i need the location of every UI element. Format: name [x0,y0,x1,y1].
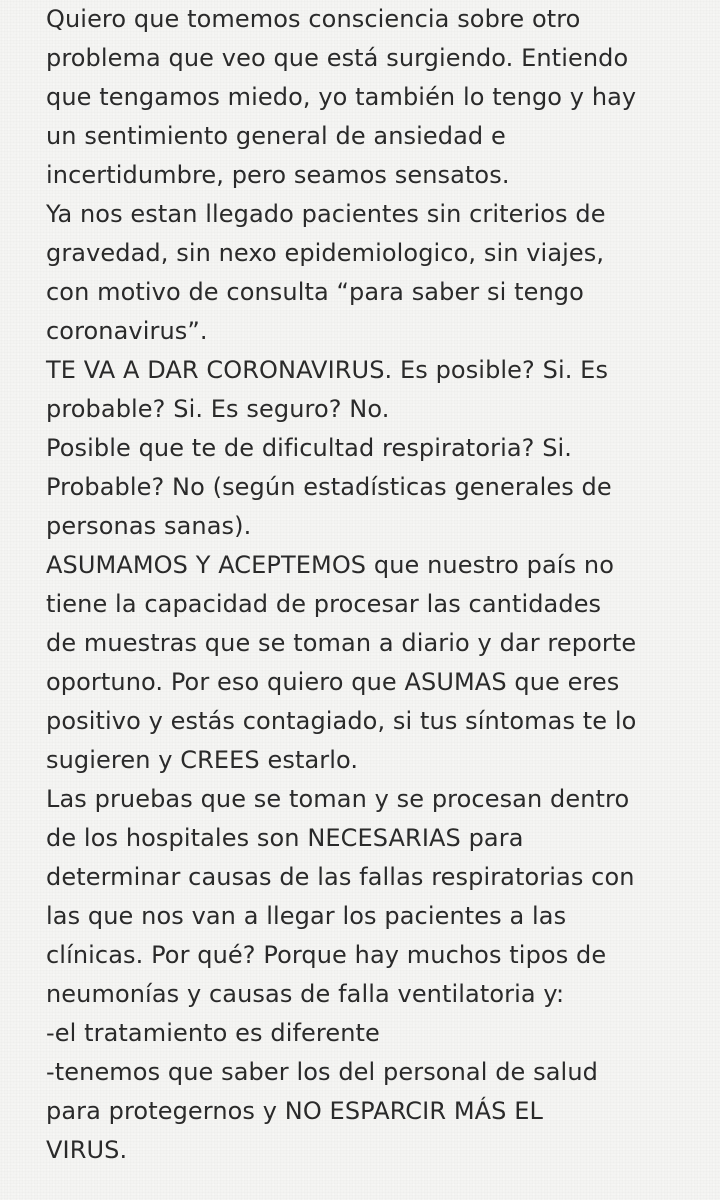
note-line: -el tratamiento es diferente [46,1019,380,1047]
note-line: coronavirus”. [46,317,208,345]
note-line: determinar causas de las fallas respiratorias con [46,863,635,891]
note-line: personas sanas). [46,512,252,540]
note-line: neumonías y causas de falla ventilatoria y: [46,980,565,1008]
note-line: -tenemos que saber los del personal de salud [46,1058,598,1086]
note-line: incertidumbre, pero seamos sensatos. [46,161,510,189]
note-line: problema que veo que está surgiendo. Entiendo [46,44,629,72]
note-line: Quiero que tomemos consciencia sobre otro [46,5,581,33]
note-line: que tengamos miedo, yo también lo tengo y hay [46,83,637,111]
note-line: un sentimiento general de ansiedad e [46,122,506,150]
note-line: con motivo de consulta “para saber si tengo [46,278,584,306]
note-line: probable? Si. Es seguro? No. [46,395,390,423]
note-line: las que nos van a llegar los pacientes a las [46,902,567,930]
note-line: de muestras que se toman a diario y dar reporte [46,629,637,657]
note-line: clínicas. Por qué? Porque hay muchos tipos de [46,941,607,969]
note-line: gravedad, sin nexo epidemiologico, sin viajes, [46,239,605,267]
note-line: tiene la capacidad de procesar las cantidades [46,590,602,618]
note-line: positivo y estás contagiado, si tus síntomas te lo [46,707,637,735]
note-line: oportuno. Por eso quiero que ASUMAS que eres [46,668,620,696]
note-line: sugieren y CREES estarlo. [46,746,359,774]
note-line: VIRUS. [46,1136,128,1164]
note-line: Probable? No (según estadísticas generales de [46,473,612,501]
note-line: para protegernos y NO ESPARCIR MÁS EL [46,1097,543,1125]
note-line: de los hospitales son NECESARIAS para [46,824,524,852]
note-line: ASUMAMOS Y ACEPTEMOS que nuestro país no [46,551,614,579]
note-line: TE VA A DAR CORONAVIRUS. Es posible? Si. Es [46,356,609,384]
note-line: Posible que te de dificultad respiratoria? Si. [46,434,573,462]
note-line: Las pruebas que se toman y se procesan dentro [46,785,630,813]
note-line: Ya nos estan llegado pacientes sin criterios de [46,200,606,228]
